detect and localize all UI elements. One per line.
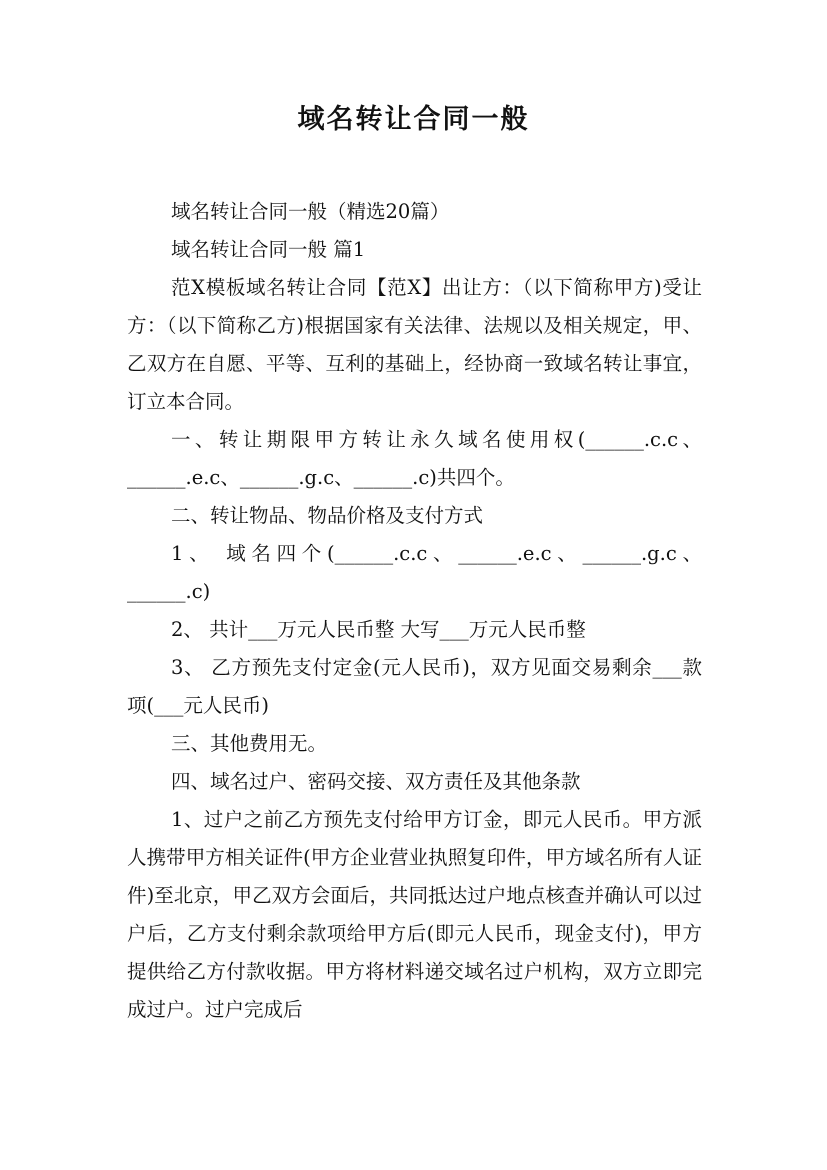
- document-body: [127, 193, 702, 1029]
- paragraph-intro: 范X模板域名转让合同【范X】出让方：（以下简称甲方)受让方：（以下简称乙方)根据国家有关法律、法规以及相关规定，甲、乙双方在自愿、平等、互利的基础上，经协商一致域名转让事宜，订立本合同。: [127, 276, 702, 413]
- paragraph-subtitle: 域名转让合同一般（精选20篇）: [171, 200, 450, 223]
- paragraph-clause-4: 四、域名过户、密码交接、双方责任及其他条款: [171, 770, 581, 793]
- document-title: 域名转让合同一般: [297, 104, 530, 135]
- paragraph-clause-2: 二、转让物品、物品价格及支付方式: [171, 504, 484, 527]
- paragraph-item-1: 1、 域名四个(______.c.c、______.e.c、______.g.c、______.c): [127, 542, 702, 603]
- paragraph-section-heading: 域名转让合同一般 篇1: [171, 238, 366, 261]
- paragraph-item-2: 2、 共计___万元人民币整 大写___万元人民币整: [171, 618, 586, 641]
- paragraph-clause-1: 一、转让期限甲方转让永久域名使用权(______.c.c、______.e.c、______.g.c、______.c)共四个。: [127, 428, 702, 489]
- paragraph-clause-3: 三、其他费用无。: [171, 732, 328, 755]
- paragraph-clause-4-item-1: 1、过户之前乙方预先支付给甲方订金，即元人民币。甲方派人携带甲方相关证件(甲方企业营业执照复印件，甲方域名所有人证件)至北京，甲乙双方会面后，共同抵达过户地点核查并确认可以过户后，乙方支付剩余款项给甲方后(即元人民币，现金支付)，甲方提供给乙方付款收据。甲方将材料递交域名过户机构，双方立即完成过户。过户完成后: [127, 808, 702, 1021]
- paragraph-item-3: 3、 乙方预先支付定金(元人民币)，双方见面交易剩余___款项(___元人民币): [127, 656, 702, 717]
